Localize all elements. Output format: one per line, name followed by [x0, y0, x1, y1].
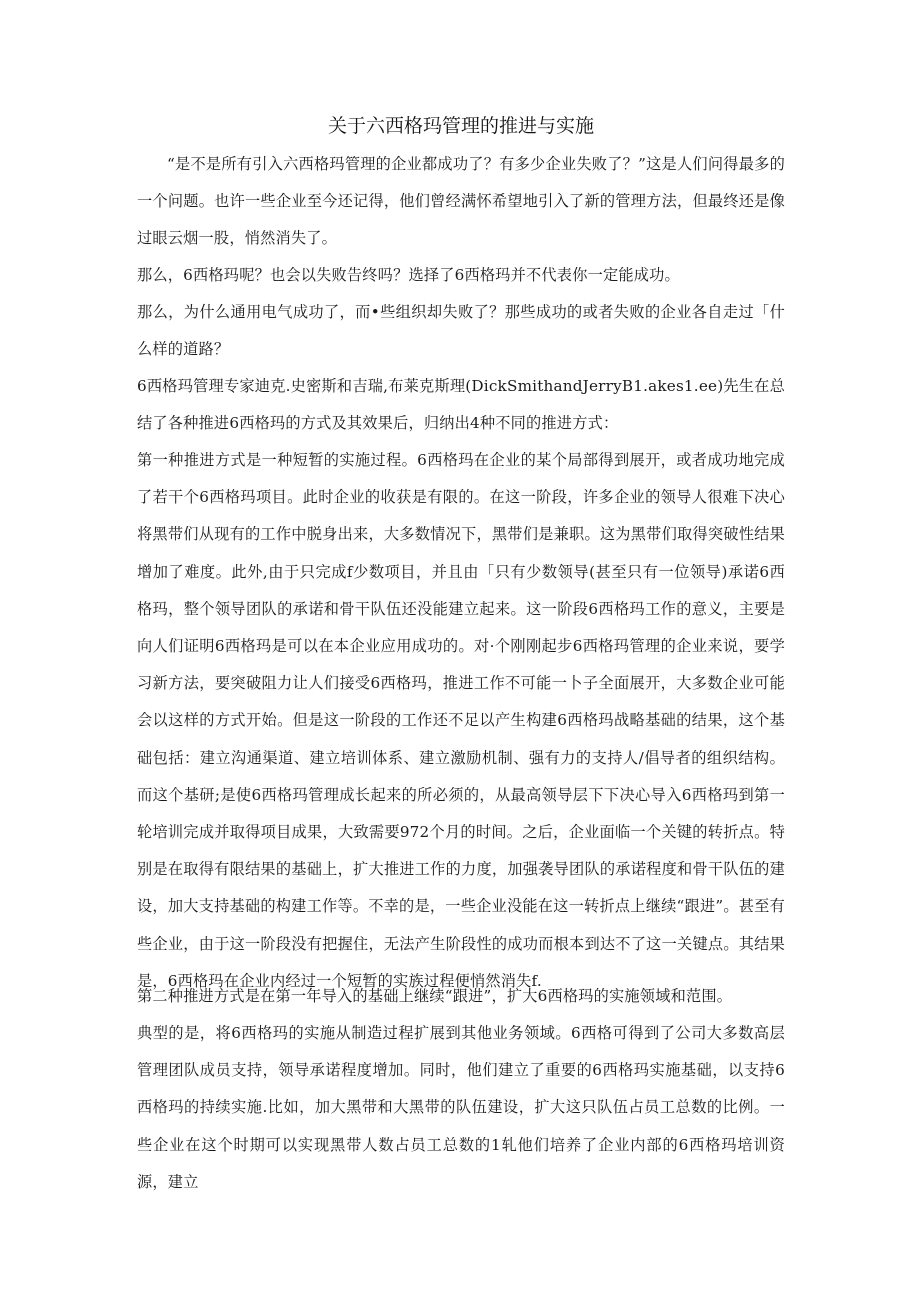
paragraph-intro: “是不是所有引入六西格玛管理的企业都成功了？有多少企业失败了？”这是人们问得最多的一个问题。也许一些企业至今还记得，他们曾经满怀希望地引入了新的管理方法，但最终还是像过眼云烟一股，悄然消失了。	[137, 155, 785, 248]
paragraph-ge-success: 那么，为什么通用电气成功了，而•些组织却失败了？那些成功的或者失败的企业各自走过「什么样的道路？	[137, 303, 785, 359]
paragraph-first-approach: 第一种推进方式是一种短暂的实施过程。6西格玛在企业的某个局部得到展开，或者成功地完成了若干个6西格玛项目。此时企业的收获是有限的。在这一阶段，许多企业的领导人很难下决心将黑带们从现有的工作中脱身出来，大多数情况下，黑带们是兼职。这为黑带们取得突破性结果增加了难度。此外,由于只完成f少数项目，并且由「只有少数领导(甚至只有一位领导)承诺6西格玛，整个领导团队的承诺和骨干队伍还没能建立起来。这一阶段6西格玛工作的意义，主要是向人们证明6西格玛是可以在本企业应用成功的。对·个刚刚起步6西格玛管理的企业来说，要学习新方法，要突破阻力让人们接受6西格玛，推进工作不可能一卜子全面展开，大多数企业可能会以这样的方式开始。但是这一阶段的工作还不足以产生构建6西格玛战略基础的结果，这个基础包括：建立沟通渠道、建立培训体系、建立激励机制、强有力的支持人/倡导者的组织结构。而这个基研;是使6西格玛管理成长起来的所必须的，从最高领导层下下决心导入6西格玛到第一轮培训完成并取得项目成果，大致需要972个月的时间。之后，企业面临一个关键的转折点。特别是在取得有限结果的基础上，扩大推进工作的力度，加强袭导团队的承诺程度和骨干队伍的建设，加大支持基础的构建工作等。不幸的是，一些企业没能在这一转折点上继续“跟进”。甚至有些企业，由于这一阶段没有把握住，无法产生阶段性的成功而根本到达不了这一关键点。其结果是，6西格玛在企业内经过一个短暂的实族过程便悄然消失f.	[137, 451, 785, 990]
paragraph-6sigma-question: 那么，6西格玛呢？也会以失败告终吗？选择了6西格玛并不代表你一定能成功。	[137, 266, 680, 284]
paragraph-experts: 6西格玛管理专家迪克.史密斯和吉瑞,布莱克斯理(DickSmithandJerryB1.akes1.ee)先生在总结了各种推进6西格玛的方式及其效果后，归纳出4种不同的推进方式：	[137, 377, 785, 433]
document-title: 关于六西格玛管理的推进与实施	[327, 115, 594, 137]
paragraph-second-approach: 第二种推进方式是在第一年导入的基础上继续“跟进”，扩大6西格玛的实施领域和范围。	[137, 987, 733, 1005]
paragraph-typical: 典型的是，将6西格玛的实施从制造过程扩展到其他业务领域。6西格可得到了公司大多数高层管理团队成员支持，领导承诺程度增加。同时，他们建立了重要的6西格玛实施基础，以支持6西格玛的持续实施.比如，加大黑带和大黑带的队伍建设，扩大这只队伍占员工总数的比例。一些企业在这个时期可以实现黑带人数占员工总数的1轧他们培养了企业内部的6西格玛培训资源，建立	[137, 1024, 785, 1191]
